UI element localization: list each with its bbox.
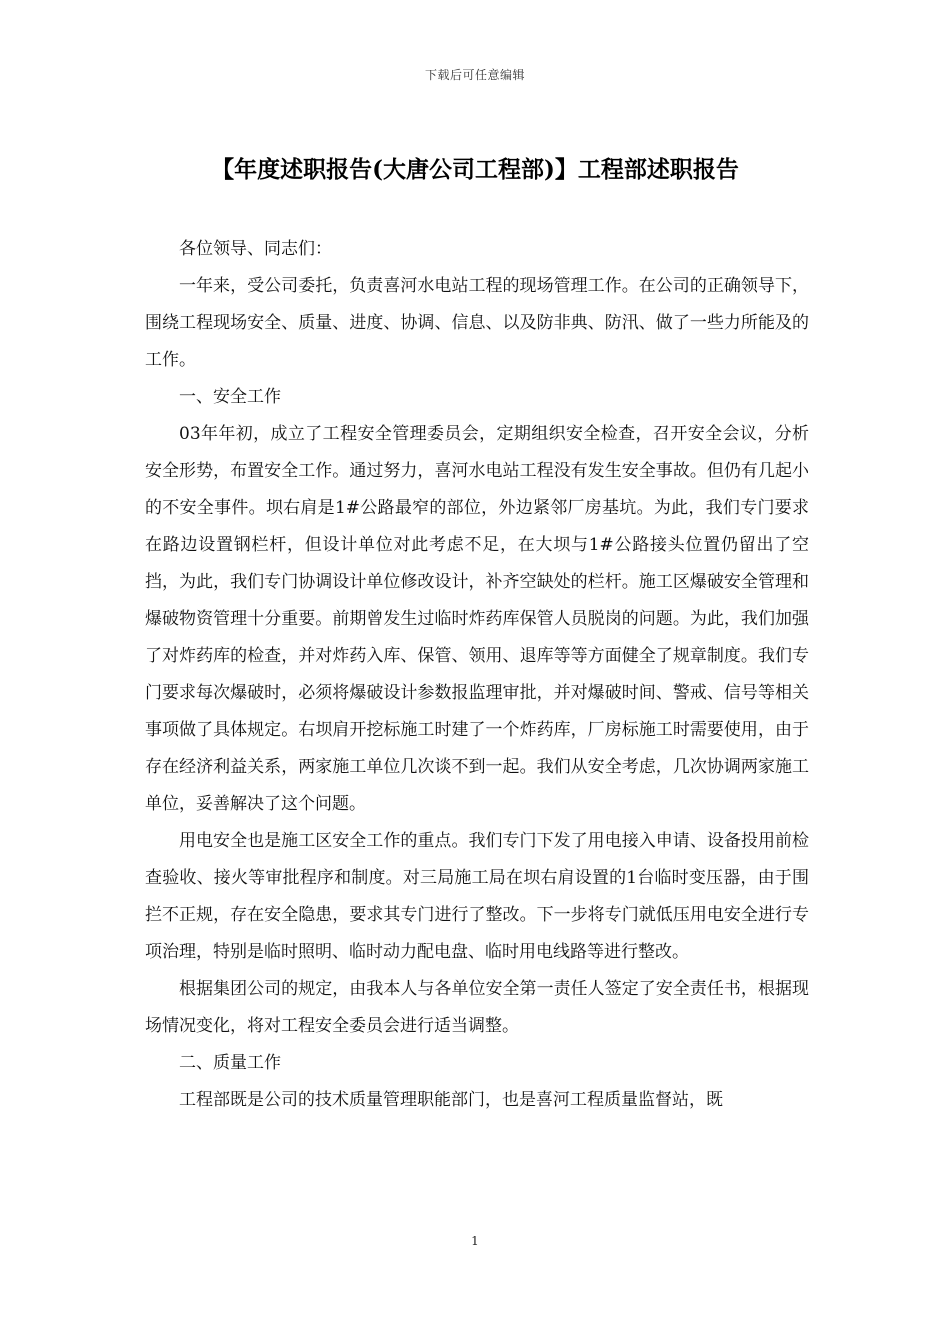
section-heading-safety: 一、安全工作	[179, 387, 281, 407]
paragraph-salutation: 各位领导、同志们：	[179, 239, 332, 259]
page-number: 1	[471, 1234, 479, 1248]
paragraph-safety-management: 03年年初，成立了工程安全管理委员会，定期组织安全检查，召开安全会议，分析安全形势，布置安全工作。通过努力，喜河水电站工程没有发生安全事故。但仍有几起小的不安全事件。坝右肩是1#公路最窄的部位，外边紧邻厂房基坑。为此，我们专门要求在路边设置钢栏杆，但设计单位对此考虑不足，在大坝与1#公路接头位置仍留出了空挡，为此，我们专门协调设计单位修改设计，补齐空缺处的栏杆。施工区爆破安全管理和爆破物资管理十分重要。前期曾发生过临时炸药库保管人员脱岗的问题。为此，我们加强了对炸药库的检查，并对炸药入库、保管、领用、退库等等方面健全了规章制度。我们专门要求每次爆破时，必须将爆破设计参数报监理审批，并对爆破时间、警戒、信号等相关事项做了具体规定。右坝肩开挖标施工时建了一个炸药库，厂房标施工时需要使用，由于存在经济利益关系，两家施工单位几次谈不到一起。我们从安全考虑，几次协调两家施工单位，妥善解决了这个问题。	[145, 424, 809, 814]
section-heading-quality: 二、质量工作	[179, 1053, 281, 1073]
document-title: 【年度述职报告(大唐公司工程部)】工程部述职报告	[211, 156, 739, 183]
paragraph-responsibility: 根据集团公司的规定，由我本人与各单位安全第一责任人签定了安全责任书，根据现场情况变化，将对工程安全委员会进行适当调整。	[145, 979, 809, 1036]
paragraph-quality: 工程部既是公司的技术质量管理职能部门，也是喜河工程质量监督站，既	[179, 1090, 723, 1110]
paragraph-intro: 一年来，受公司委托，负责喜河水电站工程的现场管理工作。在公司的正确领导下，围绕工程现场安全、质量、进度、协调、信息、以及防非典、防汛、做了一些力所能及的工作。	[145, 276, 809, 370]
header-note: 下载后可任意编辑	[424, 68, 525, 82]
document-body	[145, 231, 809, 1119]
paragraph-electrical-safety: 用电安全也是施工区安全工作的重点。我们专门下发了用电接入申请、设备投用前检查验收、接火等审批程序和制度。对三局施工局在坝右肩设置的1台临时变压器，由于围拦不正规，存在安全隐患，要求其专门进行了整改。下一步将专门就低压用电安全进行专项治理，特别是临时照明、临时动力配电盘、临时用电线路等进行整改。	[145, 831, 809, 962]
